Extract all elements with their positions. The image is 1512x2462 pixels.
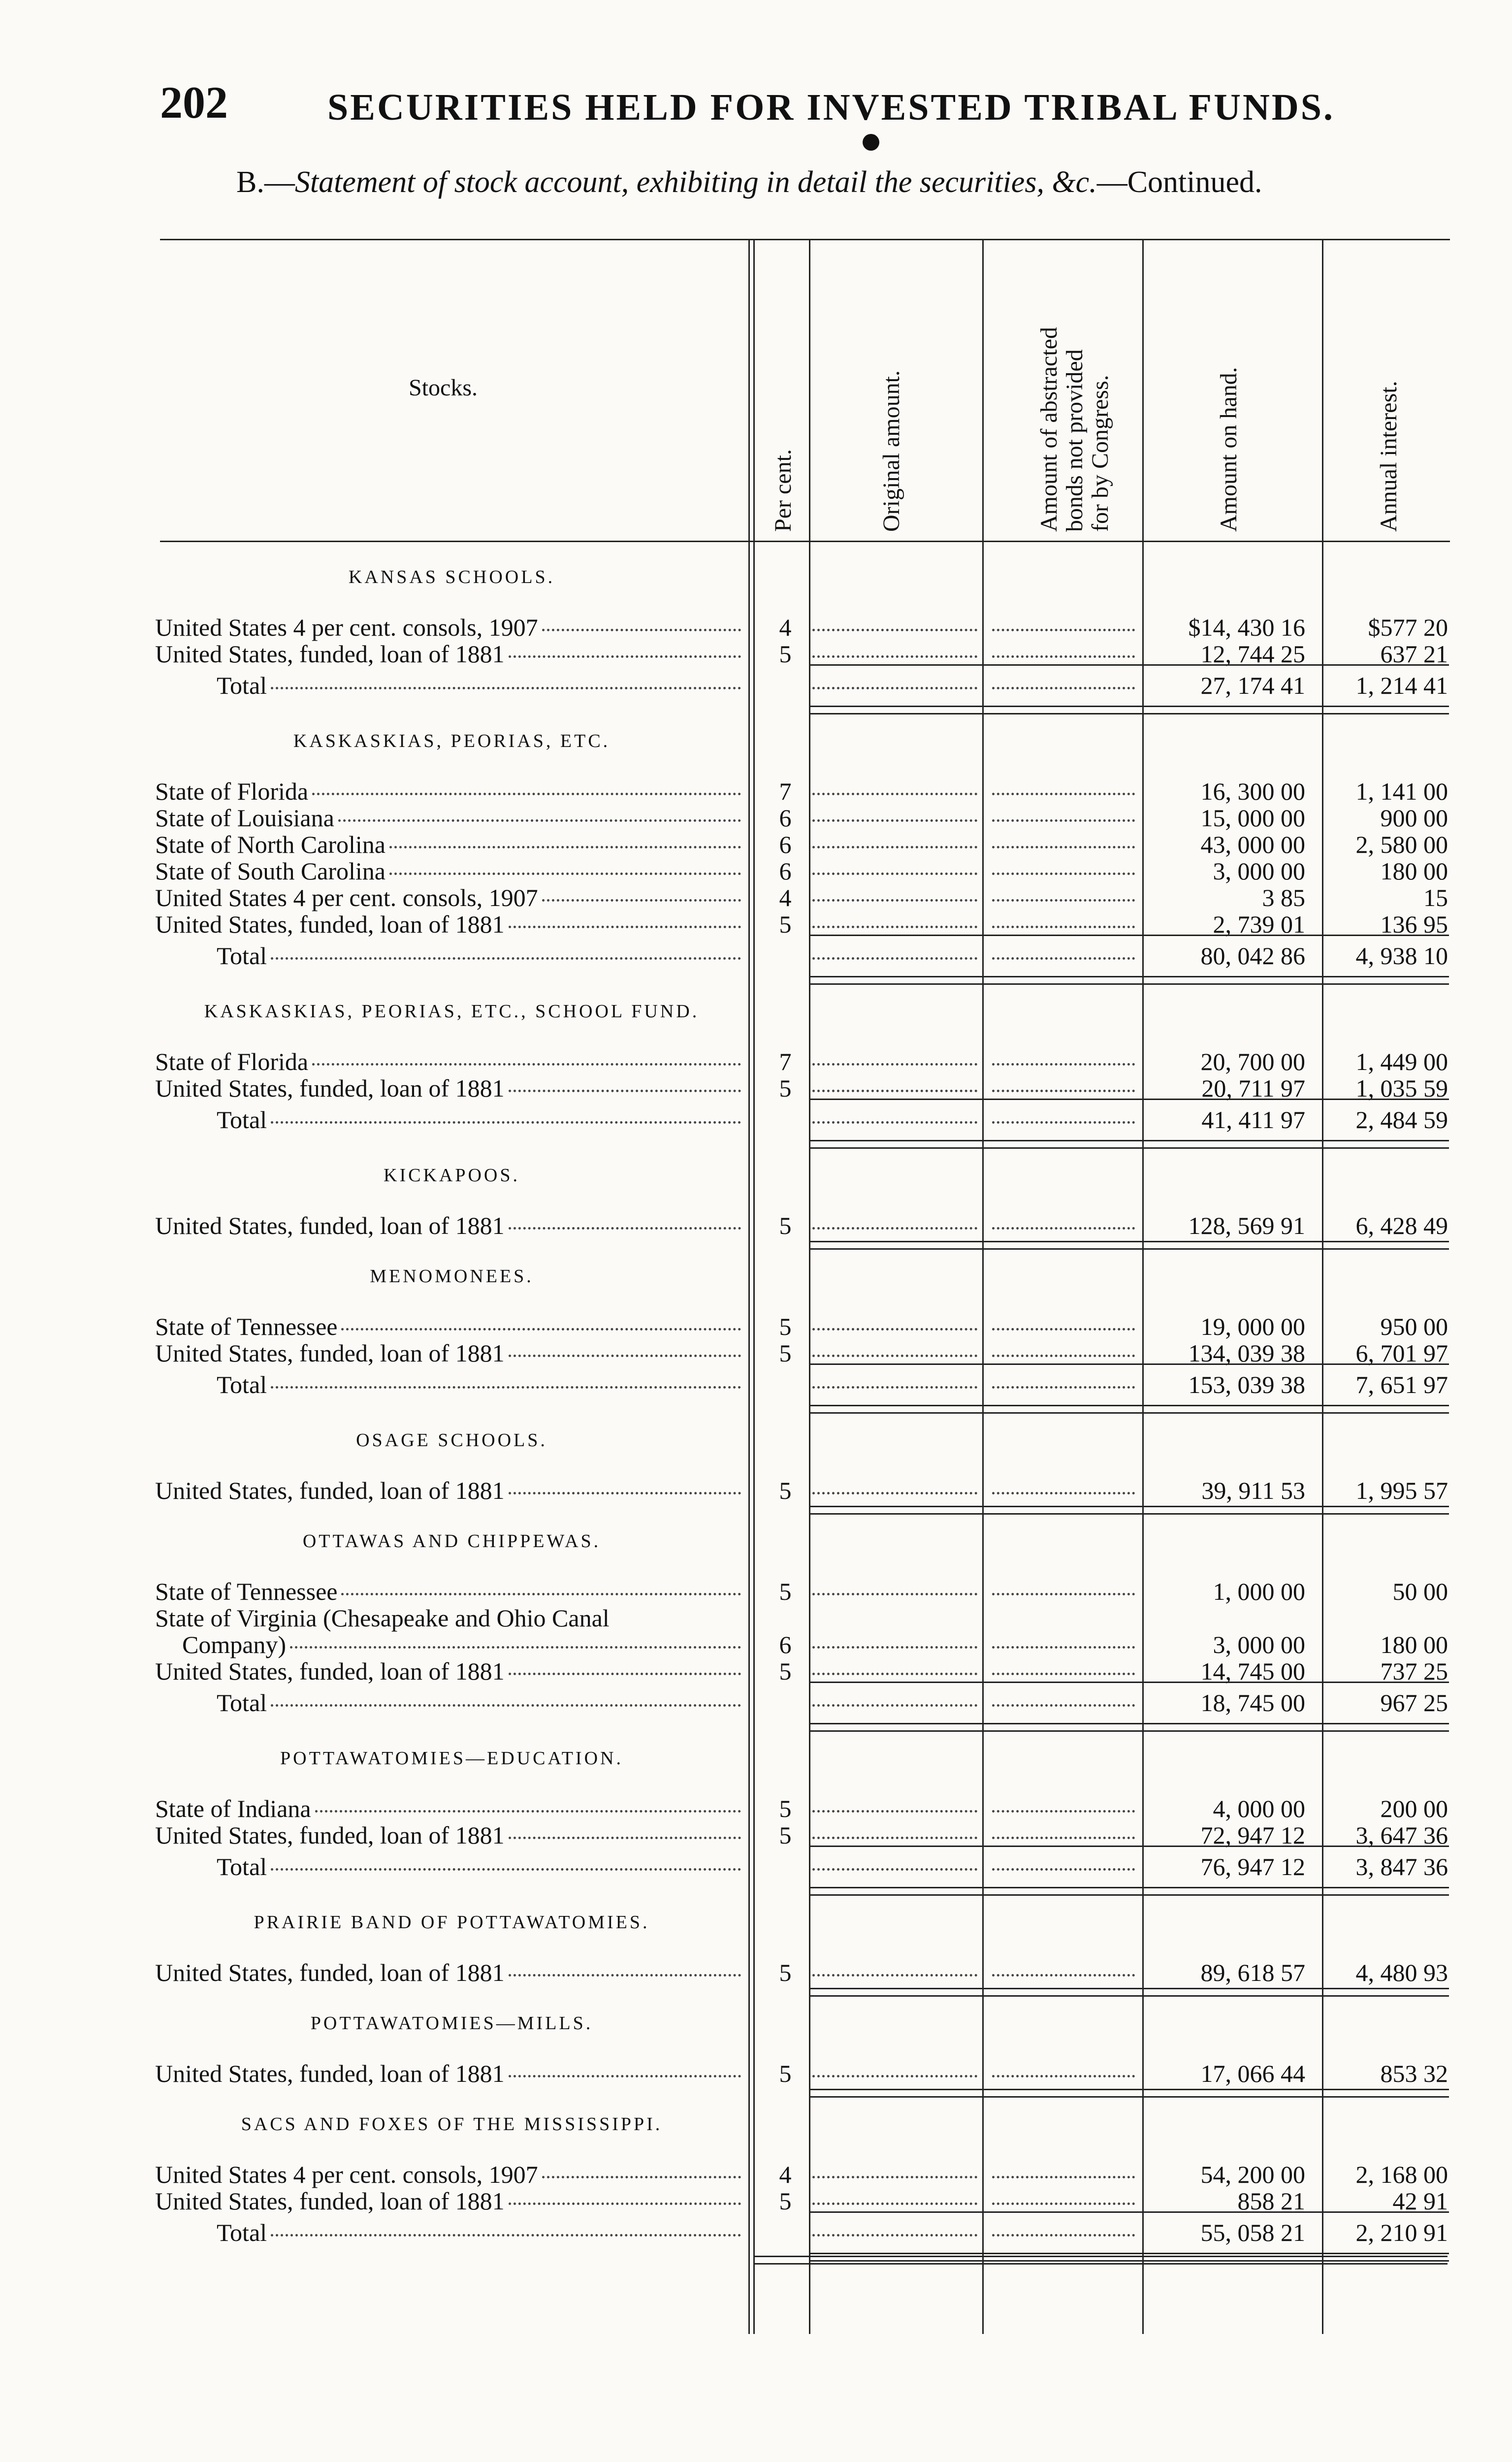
abstracted-amount-blank [992,2075,1135,2077]
stock-name: United States, funded, loan of 1881 [155,640,505,668]
table-row [0,1211,1512,1239]
leader-dots [389,873,741,875]
stock-name: State of Florida [155,777,309,805]
amount-on-hand-value: 3, 000 00 [1213,857,1305,885]
table-row [0,1630,1512,1658]
leader-dots [341,1328,741,1330]
total-amount-on-hand: 27, 174 41 [1200,672,1305,699]
amount-on-hand-value: 19, 000 00 [1200,1313,1305,1340]
stock-name: United States, funded, loan of 1881 [155,1212,505,1239]
original-amount-blank [812,1704,977,1707]
table-row [0,2187,1512,2214]
double-rule [809,1405,1449,1414]
annual-interest-value: 15 [1423,884,1448,911]
amount-on-hand-value: 20, 711 97 [1201,1074,1305,1102]
stock-name: State of Tennessee [155,1313,338,1340]
abstracted-amount-blank [992,1090,1135,1092]
abstracted-amount-blank [992,1704,1135,1707]
per-cent-value: 6 [779,857,792,885]
stock-name: State of North Carolina [155,831,386,858]
total-annual-interest: 1, 214 41 [1355,672,1448,699]
total-label: Total [217,672,267,699]
annual-interest-value: 2, 580 00 [1355,831,1448,858]
original-amount-blank [812,629,977,631]
annual-interest-value: 1, 449 00 [1355,1048,1448,1075]
section-title: MENOMONEES. [370,1266,534,1287]
original-amount-blank [812,1974,977,1976]
leader-dots [341,1593,741,1595]
leader-dots [271,957,741,960]
original-amount-blank [812,1593,977,1595]
table-bottom-rule [753,2256,1448,2265]
per-cent-value: 6 [779,804,792,832]
amount-on-hand-value: 54, 200 00 [1200,2161,1305,2188]
per-cent-value: 5 [779,1578,792,1605]
leader-dots [509,2075,741,2077]
leader-dots [542,629,741,631]
abstracted-amount-blank [992,687,1135,689]
stock-name: State of Indiana [155,1795,311,1822]
total-row [0,1105,1512,1133]
annual-interest-value: 853 32 [1380,2060,1448,2087]
original-amount-blank [812,1492,977,1494]
abstracted-amount-blank [992,1593,1135,1595]
abstracted-amount-blank [992,899,1135,902]
abstracted-amount-blank [992,1646,1135,1649]
row-rule [809,935,1449,936]
section-title: SACS AND FOXES OF THE MISSISSIPPI. [241,2114,663,2135]
row-rule [809,1682,1449,1683]
section-title: OSAGE SCHOOLS. [356,1430,547,1451]
amount-on-hand-value: 2, 739 01 [1213,910,1305,938]
stock-name: United States, funded, loan of 1881 [155,1477,505,1504]
abstracted-amount-blank [992,1837,1135,1839]
leader-dots [338,819,741,822]
table-row [0,1476,1512,1504]
original-amount-blank [812,793,977,795]
original-amount-blank [812,687,977,689]
section-title: KASKASKIAS, PEORIAS, ETC., SCHOOL FUND. [204,1001,700,1022]
annual-interest-value: 200 00 [1380,1795,1448,1822]
original-amount-blank [812,957,977,960]
col-abstracted-line2: bonds not provided [1062,349,1088,532]
total-row [0,1688,1512,1716]
total-annual-interest: 3, 847 36 [1355,1853,1448,1880]
abstracted-amount-blank [992,957,1135,960]
annual-interest-value: 180 00 [1380,1631,1448,1658]
original-amount-blank [812,1121,977,1124]
total-amount-on-hand: 80, 042 86 [1200,942,1305,970]
col-abstracted-line3: for by Congress. [1087,375,1113,532]
stock-name: United States, funded, loan of 1881 [155,2060,505,2087]
stock-name: United States 4 per cent. consols, 1907 [155,884,538,911]
original-amount-blank [812,899,977,902]
total-amount-on-hand: 18, 745 00 [1200,1689,1305,1717]
original-amount-blank [812,2075,977,2077]
col-per-cent: Per cent. [770,449,796,532]
leader-dots [271,1868,741,1871]
table-row [0,1074,1512,1101]
amount-on-hand-value: 20, 700 00 [1200,1048,1305,1075]
original-amount-blank [812,1328,977,1330]
abstracted-amount-blank [992,655,1135,658]
table-row [0,1604,1512,1631]
abstracted-amount-blank [992,1328,1135,1330]
subtitle-suffix: —Continued. [1096,165,1262,199]
per-cent-value: 5 [779,1959,792,1986]
stock-name: State of South Carolina [155,857,386,885]
total-label: Total [217,1106,267,1134]
annual-interest-value: $577 20 [1368,614,1448,641]
annual-interest-value: 3, 647 36 [1355,1821,1448,1849]
amount-on-hand-value: 3 85 [1262,884,1305,911]
row-rule [809,2211,1449,2213]
total-amount-on-hand: 41, 411 97 [1201,1106,1305,1134]
stock-name: United States, funded, loan of 1881 [155,1657,505,1685]
stock-name: State of Tennessee [155,1578,338,1605]
total-label: Total [217,1853,267,1880]
annual-interest-value: 1, 035 59 [1355,1074,1448,1102]
original-amount-blank [812,1386,977,1389]
total-annual-interest: 967 25 [1380,1689,1448,1717]
per-cent-value: 6 [779,831,792,858]
amount-on-hand-value: 134, 039 38 [1188,1339,1305,1367]
total-amount-on-hand: 153, 039 38 [1188,1371,1305,1398]
abstracted-amount-blank [992,2234,1135,2236]
original-amount-blank [812,1837,977,1839]
col-annual-interest: Annual interest. [1376,381,1402,532]
original-amount-blank [812,1063,977,1066]
amount-on-hand-value: 17, 066 44 [1200,2060,1305,2087]
abstracted-amount-blank [992,2203,1135,2205]
abstracted-amount-blank [992,1868,1135,1871]
abstracted-amount-blank [992,1810,1135,1813]
original-amount-blank [812,873,977,875]
table-row [0,910,1512,938]
abstracted-amount-blank [992,1355,1135,1357]
original-amount-blank [812,2203,977,2205]
per-cent-value: 5 [779,1657,792,1685]
leader-dots [509,1974,741,1976]
table-row [0,1958,1512,1986]
abstracted-amount-blank [992,1673,1135,1675]
total-amount-on-hand: 76, 947 12 [1200,1853,1305,1880]
double-rule [809,2089,1449,2098]
amount-on-hand-value: 16, 300 00 [1200,777,1305,805]
stock-name: United States, funded, loan of 1881 [155,2187,505,2215]
total-row [0,1370,1512,1398]
double-rule [809,1140,1449,1149]
annual-interest-value: 4, 480 93 [1355,1959,1448,1986]
amount-on-hand-value: $14, 430 16 [1188,614,1305,641]
stock-name: United States 4 per cent. consols, 1907 [155,2161,538,2188]
row-rule [809,1099,1449,1100]
annual-interest-value: 50 00 [1392,1578,1448,1605]
page-title: SECURITIES HELD FOR INVESTED TRIBAL FUNDS. [327,87,1335,128]
table-row [0,613,1512,641]
leader-dots [509,926,741,928]
table-row [0,1577,1512,1605]
table-row [0,2160,1512,2188]
abstracted-amount-blank [992,1974,1135,1976]
stock-name: United States, funded, loan of 1881 [155,1821,505,1849]
amount-on-hand-value: 128, 569 91 [1188,1212,1305,1239]
double-rule [809,1988,1449,1997]
total-amount-on-hand: 55, 058 21 [1200,2219,1305,2246]
abstracted-amount-blank [992,1386,1135,1389]
original-amount-blank [812,2176,977,2178]
per-cent-value: 5 [779,1339,792,1367]
double-rule [809,1723,1449,1732]
table-row [0,1821,1512,1848]
col-amount-on-hand: Amount on hand. [1216,367,1242,532]
table-row [0,1794,1512,1822]
annual-interest-value: 637 21 [1380,640,1448,668]
annual-interest-value: 180 00 [1380,857,1448,885]
subtitle-italic: Statement of stock account, exhibiting in detail the securities, &c. [294,165,1097,199]
table-row [0,804,1512,831]
original-amount-blank [812,1227,977,1230]
leader-dots [312,1063,741,1066]
amount-on-hand-value: 4, 000 00 [1213,1795,1305,1822]
abstracted-amount-blank [992,873,1135,875]
section-title: KANSAS SCHOOLS. [348,567,555,587]
stock-name-cont: Company) [182,1631,287,1658]
total-label: Total [217,1689,267,1717]
amount-on-hand-value: 1, 000 00 [1213,1578,1305,1605]
leader-dots [509,1090,741,1092]
per-cent-value: 5 [779,1477,792,1504]
total-row [0,671,1512,699]
leader-dots [389,846,741,848]
stock-name: State of Virginia (Chesapeake and Ohio Canal [155,1604,610,1632]
annual-interest-value: 1, 141 00 [1355,777,1448,805]
total-annual-interest: 2, 210 91 [1355,2219,1448,2246]
double-rule [809,976,1449,985]
amount-on-hand-value: 858 21 [1237,2187,1305,2215]
per-cent-value: 5 [779,1313,792,1340]
leader-dots [271,1121,741,1124]
original-amount-blank [812,1355,977,1357]
amount-on-hand-value: 72, 947 12 [1200,1821,1305,1849]
total-row [0,941,1512,969]
row-rule [809,1363,1449,1365]
leader-dots [542,899,741,902]
amount-on-hand-value: 15, 000 00 [1200,804,1305,832]
amount-on-hand-value: 14, 745 00 [1200,1657,1305,1685]
annual-interest-value: 900 00 [1380,804,1448,832]
stock-name: United States 4 per cent. consols, 1907 [155,614,538,641]
per-cent-value: 4 [779,884,792,911]
stock-name: State of Louisiana [155,804,334,832]
amount-on-hand-value: 3, 000 00 [1213,1631,1305,1658]
page-number: 202 [160,77,228,128]
leader-dots [509,1673,741,1675]
col-abstracted-line1: Amount of abstracted [1036,327,1062,532]
per-cent-value: 5 [779,1212,792,1239]
annual-interest-value: 6, 701 97 [1355,1339,1448,1367]
abstracted-amount-blank [992,793,1135,795]
double-rule [809,1241,1449,1250]
original-amount-blank [812,1673,977,1675]
total-annual-interest: 7, 651 97 [1355,1371,1448,1398]
annual-interest-value: 950 00 [1380,1313,1448,1340]
total-label: Total [217,2219,267,2246]
amount-on-hand-value: 89, 618 57 [1200,1959,1305,1986]
double-rule [809,1506,1449,1515]
row-rule [809,1846,1449,1847]
amount-on-hand-value: 12, 744 25 [1200,640,1305,668]
per-cent-value: 4 [779,614,792,641]
leader-dots [509,655,741,658]
per-cent-value: 5 [779,2060,792,2087]
leader-dots [509,1227,741,1230]
per-cent-value: 7 [779,1048,792,1075]
leader-dots [271,1386,741,1389]
leader-dots [509,2203,741,2205]
per-cent-value: 7 [779,777,792,805]
stock-name: United States, funded, loan of 1881 [155,1074,505,1102]
per-cent-value: 5 [779,2187,792,2215]
total-annual-interest: 4, 938 10 [1355,942,1448,970]
table-row [0,640,1512,667]
table-row [0,883,1512,911]
total-label: Total [217,942,267,970]
amount-on-hand-value: 39, 911 53 [1201,1477,1305,1504]
original-amount-blank [812,926,977,928]
leader-dots [315,1810,741,1813]
col-stocks: Stocks. [409,375,478,401]
leader-dots [509,1492,741,1494]
leader-dots [271,1704,741,1707]
abstracted-amount-blank [992,629,1135,631]
table-row [0,1657,1512,1685]
leader-dots [271,2234,741,2236]
table-row [0,777,1512,805]
stock-name: United States, funded, loan of 1881 [155,1339,505,1367]
table-row [0,857,1512,884]
table-row [0,2059,1512,2087]
leader-dots [290,1646,741,1649]
total-label: Total [217,1371,267,1398]
table-row [0,1312,1512,1340]
total-row [0,2218,1512,2246]
stock-name: State of Florida [155,1048,309,1075]
per-cent-value: 5 [779,640,792,668]
abstracted-amount-blank [992,1492,1135,1494]
original-amount-blank [812,655,977,658]
double-rule [809,706,1449,714]
row-rule [809,664,1449,666]
total-row [0,1852,1512,1880]
original-amount-blank [812,2234,977,2236]
per-cent-value: 4 [779,2161,792,2188]
total-annual-interest: 2, 484 59 [1355,1106,1448,1134]
per-cent-value: 5 [779,1821,792,1849]
double-rule [809,1887,1449,1896]
stock-name: United States, funded, loan of 1881 [155,1959,505,1986]
original-amount-blank [812,1868,977,1871]
amount-on-hand-value: 43, 000 00 [1200,831,1305,858]
col-original-amount: Original amount. [878,370,904,532]
abstracted-amount-blank [992,1227,1135,1230]
table-row [0,1047,1512,1075]
abstracted-amount-blank [992,846,1135,848]
per-cent-value: 6 [779,1631,792,1658]
annual-interest-value: 2, 168 00 [1355,2161,1448,2188]
section-title: POTTAWATOMIES—EDUCATION. [280,1748,623,1769]
table-row [0,1339,1512,1366]
annual-interest-value: 42 91 [1392,2187,1448,2215]
abstracted-amount-blank [992,1121,1135,1124]
original-amount-blank [812,819,977,822]
annual-interest-value: 136 95 [1380,910,1448,938]
leader-dots [542,2176,741,2178]
leader-dots [509,1837,741,1839]
per-cent-value: 5 [779,1795,792,1822]
section-title: OTTAWAS AND CHIPPEWAS. [302,1531,601,1552]
original-amount-blank [812,846,977,848]
abstracted-amount-blank [992,926,1135,928]
original-amount-blank [812,1810,977,1813]
section-title: KICKAPOOS. [384,1165,520,1186]
col-abstracted [1036,256,1113,532]
stock-name: United States, funded, loan of 1881 [155,910,505,938]
section-title: KASKASKIAS, PEORIAS, ETC. [293,731,611,751]
section-title: POTTAWATOMIES—MILLS. [310,2013,593,2034]
per-cent-value: 5 [779,910,792,938]
original-amount-blank [812,1090,977,1092]
per-cent-value: 5 [779,1074,792,1102]
abstracted-amount-blank [992,819,1135,822]
abstracted-amount-blank [992,2176,1135,2178]
leader-dots [312,793,741,795]
section-title: PRAIRIE BAND OF POTTAWATOMIES. [254,1912,650,1933]
annual-interest-value: 1, 995 57 [1355,1477,1448,1504]
annual-interest-value: 6, 428 49 [1355,1212,1448,1239]
original-amount-blank [812,1646,977,1649]
leader-dots [271,687,741,689]
table-row [0,830,1512,858]
abstracted-amount-blank [992,1063,1135,1066]
leader-dots [509,1355,741,1357]
subtitle-prefix: B.— [236,165,295,199]
annual-interest-value: 737 25 [1380,1657,1448,1685]
